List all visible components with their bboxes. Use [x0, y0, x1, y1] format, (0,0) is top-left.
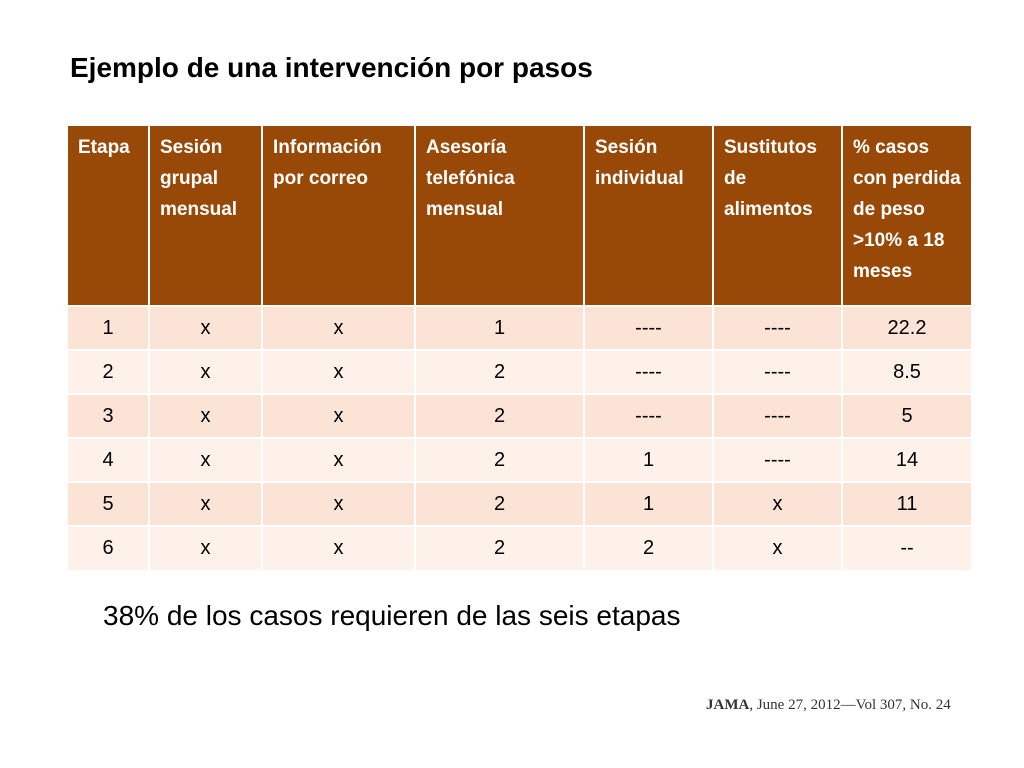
header-etapa: Etapa — [68, 126, 149, 306]
table-cell: 8.5 — [842, 350, 971, 394]
table-row — [68, 350, 971, 394]
table-cell: 2 — [415, 482, 584, 526]
table-cell: 2 — [584, 526, 713, 570]
table-cell: 1 — [68, 306, 149, 350]
table-cell: 1 — [584, 482, 713, 526]
table-cell: x — [262, 394, 415, 438]
table-cell: ---- — [713, 394, 842, 438]
table-cell: ---- — [584, 306, 713, 350]
table-row — [68, 394, 971, 438]
header-sesion-individual: Sesión individual — [584, 126, 713, 306]
table-cell: 6 — [68, 526, 149, 570]
table-cell: x — [713, 526, 842, 570]
table-cell: x — [149, 482, 262, 526]
table-cell: 1 — [415, 306, 584, 350]
table-cell: x — [262, 438, 415, 482]
header-sustitutos-alimentos: Sustitutos de alimentos — [713, 126, 842, 306]
summary-text: 38% de los casos requieren de las seis etapas — [103, 600, 681, 631]
header-asesoria-telefonica: Asesoría telefónica mensual — [415, 126, 584, 306]
citation-details: , June 27, 2012—Vol 307, No. 24 — [749, 697, 951, 713]
table-cell: ---- — [713, 350, 842, 394]
table-header-row — [68, 126, 971, 306]
table-cell: x — [262, 306, 415, 350]
table-cell: 3 — [68, 394, 149, 438]
citation — [706, 697, 951, 714]
table-cell: 2 — [415, 394, 584, 438]
citation-journal: JAMA — [706, 697, 750, 713]
table-row — [68, 482, 971, 526]
table-cell: 2 — [415, 350, 584, 394]
table-cell: x — [149, 394, 262, 438]
table-cell: x — [262, 526, 415, 570]
table-cell: ---- — [584, 350, 713, 394]
table-cell: x — [713, 482, 842, 526]
table-cell: 2 — [415, 438, 584, 482]
table-cell: 5 — [842, 394, 971, 438]
table-cell: -- — [842, 526, 971, 570]
table-row — [68, 526, 971, 570]
intervention-table — [68, 126, 971, 570]
table-cell: 4 — [68, 438, 149, 482]
table-cell: ---- — [584, 394, 713, 438]
header-porcentaje-casos: % casos con perdida de peso >10% a 18 meses — [842, 126, 971, 306]
table-cell: x — [262, 482, 415, 526]
table-cell: 22.2 — [842, 306, 971, 350]
table-cell: 11 — [842, 482, 971, 526]
table-cell: x — [149, 438, 262, 482]
table-cell: ---- — [713, 306, 842, 350]
header-sesion-grupal: Sesión grupal mensual — [149, 126, 262, 306]
table-cell: 2 — [415, 526, 584, 570]
header-informacion-correo: Información por correo — [262, 126, 415, 306]
table-cell: x — [149, 350, 262, 394]
table-cell: 5 — [68, 482, 149, 526]
table-row — [68, 438, 971, 482]
slide-title: Ejemplo de una intervención por pasos — [70, 52, 593, 83]
table-cell: ---- — [713, 438, 842, 482]
table-cell: 14 — [842, 438, 971, 482]
table-cell: x — [262, 350, 415, 394]
table-cell: 1 — [584, 438, 713, 482]
table-cell: x — [149, 526, 262, 570]
table-row — [68, 306, 971, 350]
table-cell: 2 — [68, 350, 149, 394]
table-cell: x — [149, 306, 262, 350]
